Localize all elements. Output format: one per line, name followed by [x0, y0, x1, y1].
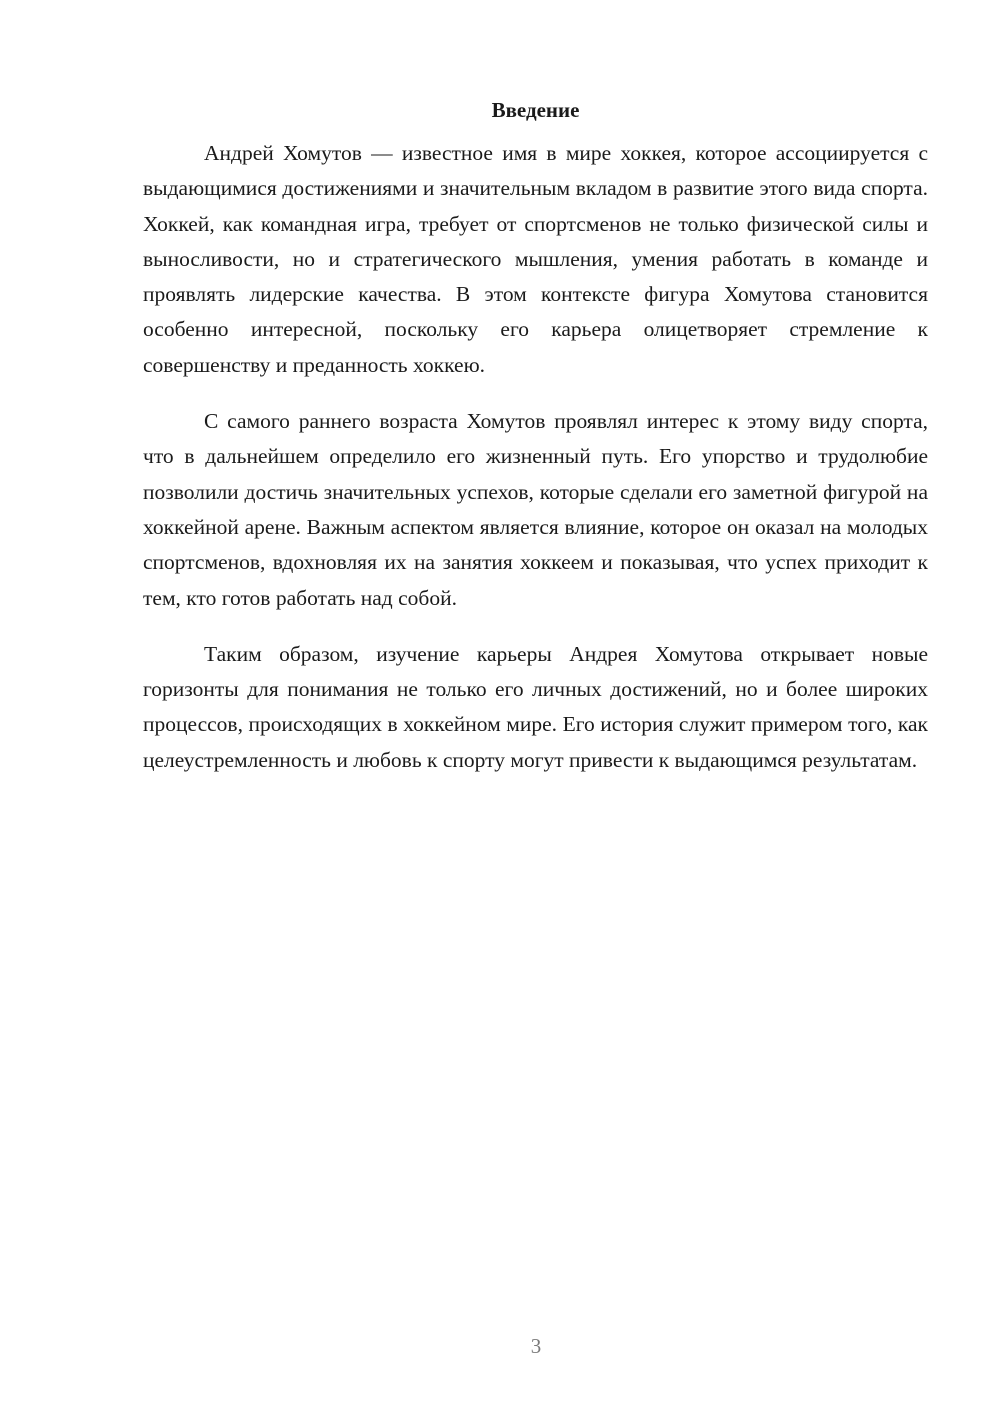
section-heading: Введение [491, 98, 580, 122]
paragraph-3: Таким образом, изучение карьеры Андрея Хомутова открывает новые горизонты для понимания не только его личных достижений, но и более широких процессов, происходящих в хоккейном мире. Его история служит примером того, как целеустремленность и любовь к спорту могут привести к выдающимся результатам. [143, 641, 928, 772]
paragraph-2: С самого раннего возраста Хомутов проявлял интерес к этому виду спорта, что в дальнейшем определило его жизненный путь. Его упорство и трудолюбие позволили достичь значительных успехов, которые сделали его заметной фигурой на хоккейной арене. Важным аспектом является влияние, которое он оказал на молодых спортсменов, вдохновляя их на занятия хоккеем и показывая, что успех приходит к тем, кто готов работать над собой. [143, 409, 928, 610]
paragraph-1: Андрей Хомутов — известное имя в мире хоккея, которое ассоциируется с выдающимися достижениями и значительным вкладом в развитие этого вида спорта. Хоккей, как командная игра, требует от спортсменов не только физической силы и выносливости, но и стратегического мышления, умения работать в команде и проявлять лидерские качества. В этом контексте фигура Хомутова становится особенно интересной, поскольку его карьера олицетворяет стремление к совершенству и преданность хоккею. [143, 141, 928, 377]
page-content [143, 95, 928, 799]
page-number: 3 [530, 1334, 542, 1358]
